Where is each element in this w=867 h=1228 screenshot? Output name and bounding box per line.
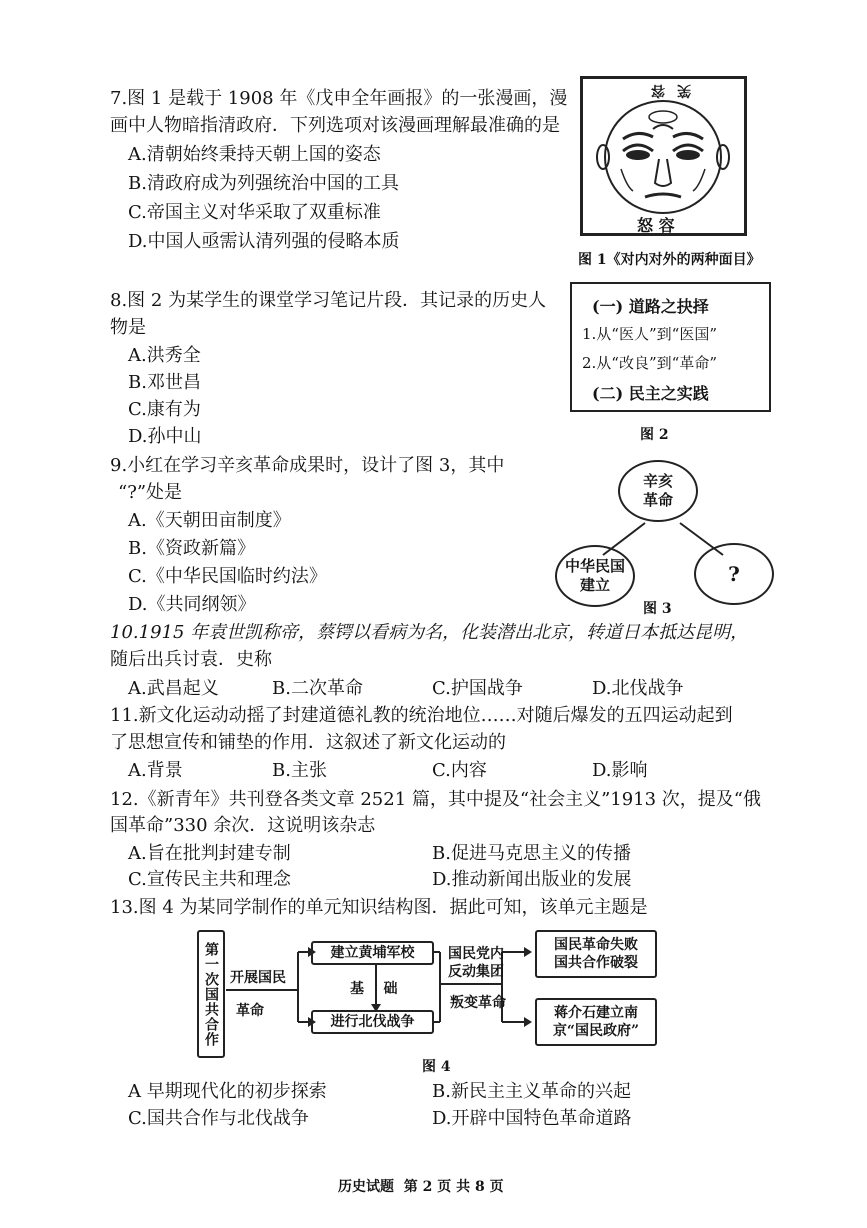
q11-option-a[interactable]: A.背景: [128, 760, 183, 781]
note-line-2: 1.从“医人”到“医国”: [582, 325, 717, 343]
q12-option-a[interactable]: A.旨在批判封建专制: [128, 843, 291, 864]
q7-stem-line1: 7.图 1 是载于 1908 年《戊申全年画报》的一张漫画，漫: [110, 88, 568, 109]
q11-option-b[interactable]: B.主张: [272, 760, 327, 781]
q10-option-a[interactable]: A.武昌起义: [128, 678, 219, 699]
figure-1-caption: 图 1《对内对外的两种面目》: [578, 252, 761, 268]
q8-option-b[interactable]: B.邓世昌: [128, 372, 201, 393]
q12-option-b[interactable]: B.促进马克思主义的传播: [432, 843, 631, 864]
q8-option-d[interactable]: D.孙中山: [128, 426, 202, 447]
q13-option-a[interactable]: A 早期现代化的初步探索: [128, 1081, 327, 1102]
page-footer: 历史试题 第 2 页 共 8 页: [338, 1179, 504, 1195]
flow-box-first-cooperation: 第一次国共合作: [197, 930, 225, 1058]
q13-option-d[interactable]: D.开辟中国特色革命道路: [432, 1108, 632, 1129]
flow-box-revolution-failed: 国民革命失败 国共合作破裂: [535, 930, 657, 978]
note-line-4: (二) 民主之实践: [592, 384, 709, 403]
q7-option-d[interactable]: D.中国人亟需认清列强的侵略本质: [128, 231, 400, 252]
cartoon-top-caption: 笑容: [639, 82, 691, 98]
node-question-mark: ?: [694, 543, 774, 605]
q10-option-b[interactable]: B.二次革命: [272, 678, 363, 699]
q12-stem-line1: 12.《新青年》共刊登各类文章 2521 篇，其中提及“社会主义”1913 次，提及“俄: [110, 789, 762, 810]
q12-stem-line2: 国革命”330 余次．这说明该杂志: [110, 815, 376, 836]
q11-stem-line1: 11.新文化运动动摇了封建道德礼教的统治地位……对随后爆发的五四运动起到: [110, 705, 733, 726]
q9-option-c[interactable]: C.《中华民国临时约法》: [128, 566, 327, 587]
q12-option-d[interactable]: D.推动新闻出版业的发展: [432, 869, 632, 890]
figure-4-caption: 图 4: [422, 1059, 451, 1075]
node-roc-founding: 中华民国 建立: [555, 545, 635, 607]
q9-stem-line2: “?”处是: [118, 482, 183, 503]
figure-2-notes: [570, 282, 771, 412]
q9-option-b[interactable]: B.《资政新篇》: [128, 538, 255, 559]
node-xinhai-revolution: 辛亥 革命: [618, 460, 698, 522]
q10-option-d[interactable]: D.北伐战争: [592, 678, 684, 699]
q7-stem-line2: 画中人物暗指清政府．下列选项对该漫画理解最准确的是: [110, 115, 560, 136]
flow-label-kaizhan: 开展国民: [230, 970, 286, 986]
flow-label-jichu: 基 础: [350, 981, 398, 997]
note-line-1: (一) 道路之抉择: [592, 297, 709, 316]
figure-1-cartoon: [580, 76, 747, 236]
q12-option-c[interactable]: C.宣传民主共和理念: [128, 869, 291, 890]
q10-stem-line2: 随后出兵讨袁．史称: [110, 649, 272, 670]
q8-stem-line2: 物是: [110, 317, 146, 338]
flow-box-nanjing-government: 蒋介石建立南 京“国民政府”: [535, 998, 657, 1046]
q8-option-c[interactable]: C.康有为: [128, 399, 201, 420]
flow-box-northern-expedition: 进行北伐战争: [311, 1010, 434, 1034]
q13-option-b[interactable]: B.新民主主义革命的兴起: [432, 1081, 631, 1102]
q7-option-c[interactable]: C.帝国主义对华采取了双重标准: [128, 202, 381, 223]
figure-2-caption: 图 2: [640, 427, 669, 443]
flow-label-reactionary-group: 国民党内 反动集团: [448, 946, 504, 980]
q13-option-c[interactable]: C.国共合作与北伐战争: [128, 1108, 309, 1129]
q7-option-b[interactable]: B.清政府成为列强统治中国的工具: [128, 173, 399, 194]
q7-option-a[interactable]: A.清朝始终秉持天朝上国的姿态: [128, 144, 381, 165]
note-line-3: 2.从“改良”到“革命”: [582, 354, 717, 372]
q9-stem-line1: 9.小红在学习辛亥革命成果时，设计了图 3，其中: [110, 455, 505, 476]
q11-option-c[interactable]: C.内容: [432, 760, 487, 781]
q11-option-d[interactable]: D.影响: [592, 760, 648, 781]
cartoon-bottom-caption: 怒 容: [637, 216, 675, 235]
flow-label-geming: 革命: [236, 1003, 264, 1019]
q8-option-a[interactable]: A.洪秀全: [128, 345, 201, 366]
q10-stem-line1: 10.1915 年袁世凯称帝，蔡锷以看病为名，化装潜出北京，转道日本抵达昆明，: [110, 622, 749, 643]
q10-option-c[interactable]: C.护国战争: [432, 678, 523, 699]
q11-stem-line2: 了思想宣传和铺垫的作用．这叙述了新文化运动的: [110, 732, 506, 753]
flow-label-betrayal: 叛变革命: [450, 995, 506, 1011]
flow-box-whampoa: 建立黄埔军校: [311, 941, 434, 965]
q9-option-d[interactable]: D.《共同纲领》: [128, 594, 256, 615]
q8-stem-line1: 8.图 2 为某学生的课堂学习笔记片段．其记录的历史人: [110, 290, 547, 311]
q13-stem: 13.图 4 为某同学制作的单元知识结构图．据此可知，该单元主题是: [110, 897, 648, 918]
q9-option-a[interactable]: A.《天朝田亩制度》: [128, 510, 291, 531]
cartoon-face-illustration: [583, 79, 744, 233]
figure-3-caption: 图 3: [643, 601, 672, 617]
